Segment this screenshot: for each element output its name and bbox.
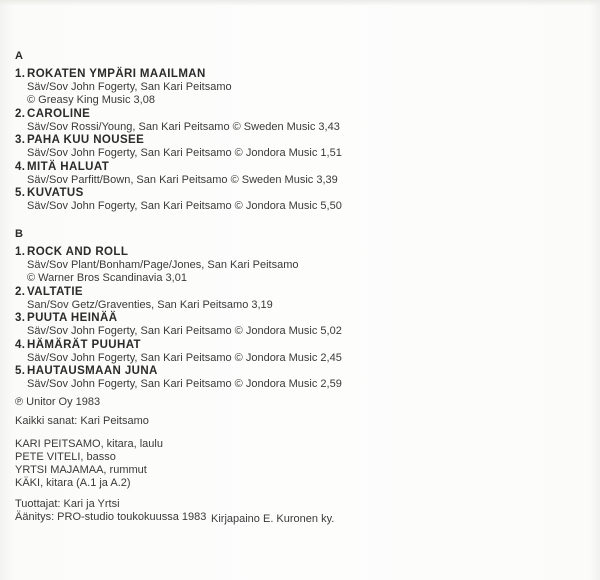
side-a-label: A xyxy=(15,50,24,62)
track-credit: Säv/Sov John Fogerty, San Kari Peitsamo © Jondora Music 1,51 xyxy=(27,147,342,159)
track-entry xyxy=(15,339,575,365)
track-number: 4. xyxy=(15,338,26,351)
track-name: HAUTAUSMAAN JUNA xyxy=(27,365,158,377)
track-name: HÄMÄRÄT PUUHAT xyxy=(27,338,141,351)
personnel-list xyxy=(15,438,575,490)
side-b-label: B xyxy=(15,228,24,240)
personnel-line: KARI PEITSAMO, kitara, laulu xyxy=(15,438,163,450)
track-entry xyxy=(15,108,575,134)
personnel-line: YRTSI MAJAMAA, rummut xyxy=(15,464,147,476)
track-credit: © Greasy King Music 3,08 xyxy=(27,94,155,106)
track-credit: Säv/Sov Plant/Bonham/Page/Jones, San Kari Peitsamo xyxy=(27,259,299,271)
track-name: ROCK AND ROLL xyxy=(27,246,129,258)
phonogram-copyright: ℗ Unitor Oy 1983 xyxy=(15,396,101,408)
track-name: ROKATEN YMPÄRI MAAILMAN xyxy=(27,68,206,80)
liner-notes-content xyxy=(15,45,575,524)
track-number: 4. xyxy=(15,160,26,173)
track-title xyxy=(15,339,575,352)
track-name: PAHA KUU NOUSEE xyxy=(27,134,145,146)
track-entry xyxy=(15,312,575,338)
track-entry xyxy=(15,246,575,285)
track-number: 5. xyxy=(15,187,26,199)
track-name: KUVATUS xyxy=(27,187,84,199)
track-title xyxy=(15,187,575,200)
producer-line: Tuottajat: Kari ja Yrtsi xyxy=(15,498,120,510)
track-credit: Säv/Sov John Fogerty, San Kari Peitsamo xyxy=(27,81,232,93)
track-number: 1. xyxy=(15,68,26,80)
track-name: PUUTA HEINÄÄ xyxy=(27,312,118,324)
printer-credit: Kirjapaino E. Kuronen ky. xyxy=(211,513,335,525)
track-credit: Säv/Sov John Fogerty, San Kari Peitsamo © Jondora Music 2,59 xyxy=(27,378,342,390)
track-title xyxy=(15,108,575,121)
track-number: 2. xyxy=(15,285,26,298)
track-entry xyxy=(15,68,575,107)
track-number: 3. xyxy=(15,312,26,324)
track-credit: San/Sov Getz/Graventies, San Kari Peitsamo 3,19 xyxy=(27,298,273,311)
track-title xyxy=(15,246,575,259)
track-entry xyxy=(15,161,575,187)
track-entry xyxy=(15,134,575,160)
track-number: 2. xyxy=(15,107,26,120)
track-entry xyxy=(15,365,575,391)
track-number: 5. xyxy=(15,365,26,377)
track-entry xyxy=(15,286,575,312)
lyrics-credit: Kaikki sanat: Kari Peitsamo xyxy=(15,415,149,427)
track-title xyxy=(15,365,575,378)
track-number: 1. xyxy=(15,246,26,258)
track-credit: Säv/Sov Parfitt/Bown, San Kari Peitsamo © Sweden Music 3,39 xyxy=(27,173,338,186)
track-credit: © Warner Bros Scandinavia 3,01 xyxy=(27,272,187,284)
track-title xyxy=(15,134,575,147)
track-number: 3. xyxy=(15,134,26,146)
track-name: MITÄ HALUAT xyxy=(27,160,110,173)
track-title xyxy=(15,161,575,174)
track-title xyxy=(15,286,575,299)
personnel-line: KÄKI, kitara (A.1 ja A.2) xyxy=(15,477,131,489)
track-title xyxy=(15,68,575,81)
track-name: VALTATIE xyxy=(27,285,84,298)
track-credit: Säv/Sov John Fogerty, San Kari Peitsamo © Jondora Music 2,45 xyxy=(27,351,342,364)
side-b-tracklist xyxy=(15,246,575,391)
paper-edge xyxy=(0,0,600,6)
track-credit: Säv/Sov John Fogerty, San Kari Peitsamo © Jondora Music 5,02 xyxy=(27,325,342,337)
track-credit: Säv/Sov John Fogerty, San Kari Peitsamo © Jondora Music 5,50 xyxy=(27,200,342,212)
track-title xyxy=(15,312,575,325)
track-entry xyxy=(15,187,575,213)
personnel-line: PETE VITELI, basso xyxy=(15,451,116,463)
track-name: CAROLINE xyxy=(27,107,91,120)
recording-line: Äänitys: PRO-studio toukokuussa 1983 xyxy=(15,511,207,523)
track-credit: Säv/Sov Rossi/Young, San Kari Peitsamo © Sweden Music 3,43 xyxy=(27,120,340,133)
side-a-tracklist xyxy=(15,68,575,213)
